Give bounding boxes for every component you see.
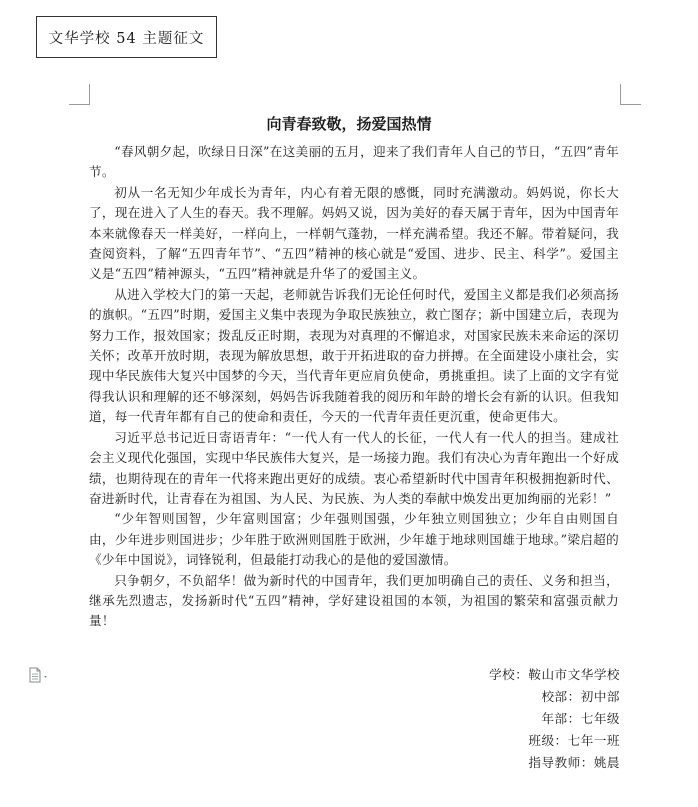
article-title: 向青春致敬，扬爱国热情 (266, 115, 432, 133)
article-body (89, 142, 619, 632)
paragraph: “春风朝夕起，吹绿日日深”在这美丽的五月，迎来了我们青年人自己的节日，“五四”青年节。 (89, 144, 619, 180)
document-icon[interactable] (28, 667, 50, 683)
signature-class: 班级：七年一班 (528, 733, 620, 748)
header-label: 文华学校 54 主题征文 (48, 30, 205, 47)
page-margin-corner-top-left (69, 84, 90, 105)
signature-grade: 年部：七年级 (541, 711, 620, 726)
signature-school: 学校：鞍山市文华学校 (489, 667, 620, 682)
paragraph: 只争朝夕，不负韶华！做为新时代的中国青年，我们更加明确自己的责任、义务和担当，继承先烈遗志，发扬新时代“五四”精神，学好建设祖国的本领，为祖国的繁荣和富强贡献力量！ (89, 572, 619, 629)
header-label-box (36, 16, 217, 58)
paragraph: 习近平总书记近日寄语青年：“一代人有一代人的长征，一代人有一代人的担当。建成社会主义现代化强国，实现中华民族伟大复兴，是一场接力跑。我们有决心为青年跑出一个好成绩，也期待现在的青年一代将来跑出更好的成绩。衷心希望新时代中国青年积极拥抱新时代、奋进新时代，让青春在为祖国、为人民、为民族、为人类的奉献中焕发出更加绚丽的光彩！” (89, 429, 619, 506)
signature-teacher: 指导教师：姚晨 (528, 755, 620, 770)
paragraph: “少年智则国智，少年富则国富；少年强则国强，少年独立则国独立；少年自由则国自由，少年进步则国进步；少年胜于欧洲则国胜于欧洲，少年雄于地球则国雄于地球。”梁启超的《少年中国说》，词锋锐利，但最能打动我心的是他的爱国激情。 (89, 511, 619, 568)
paragraph: 从进入学校大门的第一天起，老师就告诉我们无论任何时代，爱国主义都是我们必须高扬的旗帜。“五四”时期，爱国主义集中表现为争取民族独立，救亡图存；新中国建立后，表现为努力工作，报效国家；拨乱反正时期，表现为对真理的不懈追求，对国家民族未来命运的深切关怀；改革开放时期，表现为解放思想，敢于开拓进取的奋力拼搏。在全面建设小康社会，实现中华民族伟大复兴中国梦的今天，当代青年更应肩负使命，勇挑重担。读了上面的文字有觉得我认识和理解的还不够深刻，妈妈告诉我随着我的阅历和年龄的增长会有新的认识。但我知道，每一代青年都有自己的使命和责任，今天的一代青年责任更沉重，使命更伟大。 (89, 286, 619, 425)
paragraph: 初从一名无知少年成长为青年，内心有着无限的感慨，同时充满激动。妈妈说，你长大了，现在进入了人生的春天。我不理解。妈妈又说，因为美好的春天属于青年，因为中国青年本来就像春天一样美好，一样向上，一样朝气蓬勃，一样充满希望。我还不解。带着疑问，我查阅资料，了解“五四青年节”、“五四”精神的核心就是“爱国、进步、民主、科学”。爱国主义是“五四”精神源头，“五四”精神就是升华了的爱国主义。 (89, 184, 619, 282)
page-margin-corner-top-right (620, 84, 641, 105)
signature-division: 校部：初中部 (541, 689, 620, 704)
signature-block (489, 664, 620, 774)
